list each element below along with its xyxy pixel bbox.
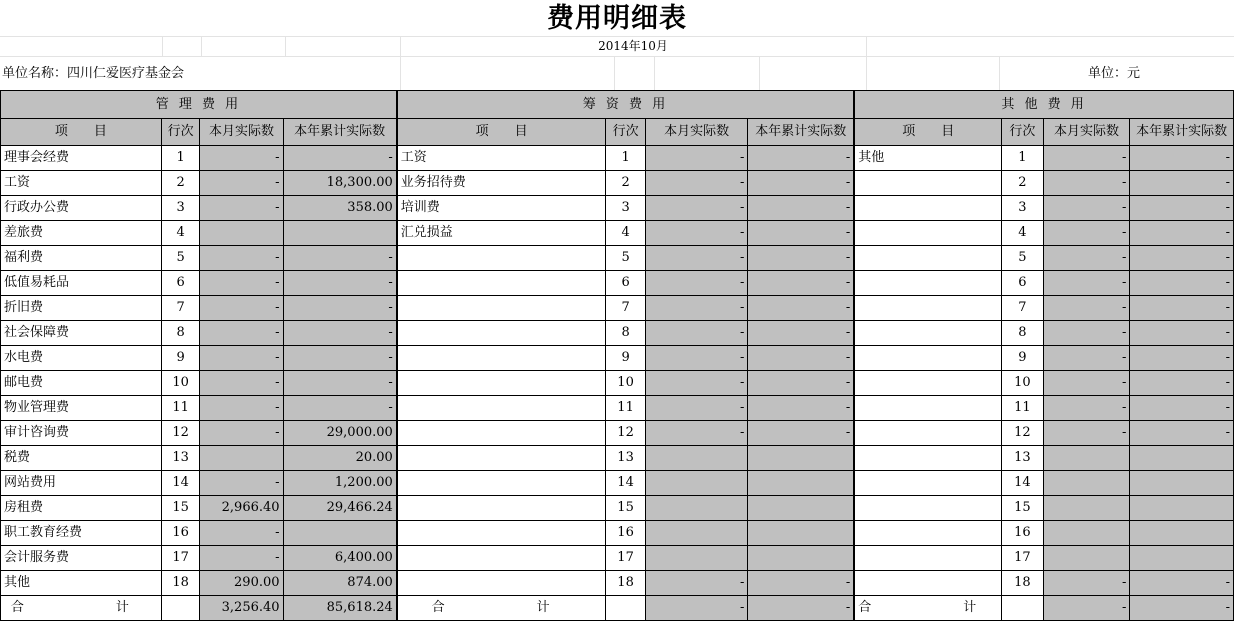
item-name: 工资 [1, 171, 162, 196]
current-month-amount: - [645, 271, 748, 296]
year-to-date-amount: - [1130, 146, 1234, 171]
item-name [854, 396, 1002, 421]
current-month-amount: - [1043, 246, 1130, 271]
gridline [614, 57, 615, 90]
year-to-date-amount: - [748, 296, 854, 321]
current-month-amount [645, 496, 748, 521]
year-to-date-amount [748, 471, 854, 496]
current-month-amount [200, 446, 283, 471]
item-name [854, 296, 1002, 321]
item-name: 工资 [397, 146, 606, 171]
line-number: 13 [161, 446, 200, 471]
current-month-amount: - [645, 421, 748, 446]
line-number: 8 [1002, 321, 1043, 346]
column-header: 行次 [161, 119, 200, 146]
table-row [1, 321, 1234, 346]
year-to-date-amount: - [1130, 396, 1234, 421]
line-number: 13 [1002, 446, 1043, 471]
table-row [1, 571, 1234, 596]
line-number: 15 [1002, 496, 1043, 521]
current-month-amount: - [200, 346, 283, 371]
item-name [397, 346, 606, 371]
item-name [854, 246, 1002, 271]
item-name: 物业管理费 [1, 396, 162, 421]
item-name [397, 471, 606, 496]
table-row [1, 271, 1234, 296]
current-month-amount: - [645, 346, 748, 371]
item-name [397, 521, 606, 546]
current-month-amount: - [1043, 571, 1130, 596]
year-to-date-amount: - [748, 321, 854, 346]
current-month-amount: - [645, 296, 748, 321]
current-month-amount: - [645, 171, 748, 196]
line-number: 15 [606, 496, 645, 521]
table-row [1, 471, 1234, 496]
current-month-amount: - [645, 246, 748, 271]
line-number [1002, 596, 1043, 621]
column-header: 本月实际数 [1043, 119, 1130, 146]
line-number: 17 [161, 546, 200, 571]
line-number: 11 [606, 396, 645, 421]
gridline [201, 37, 202, 56]
year-to-date-amount: 1,200.00 [283, 471, 397, 496]
table-row [1, 246, 1234, 271]
line-number: 5 [606, 246, 645, 271]
line-number: 6 [1002, 271, 1043, 296]
line-number: 4 [1002, 221, 1043, 246]
year-to-date-amount [283, 221, 397, 246]
current-month-amount: - [200, 521, 283, 546]
table-row [1, 446, 1234, 471]
total-label: 合 计 [854, 596, 1002, 621]
line-number: 1 [161, 146, 200, 171]
item-name: 水电费 [1, 346, 162, 371]
year-to-date-amount: - [748, 196, 854, 221]
current-month-amount: - [645, 571, 748, 596]
year-to-date-amount [1130, 496, 1234, 521]
line-number: 3 [161, 196, 200, 221]
year-to-date-amount: 6,400.00 [283, 546, 397, 571]
year-to-date-amount: - [283, 146, 397, 171]
table-row [1, 346, 1234, 371]
item-name [397, 396, 606, 421]
line-number: 6 [606, 271, 645, 296]
current-month-amount: - [645, 396, 748, 421]
table-row [1, 521, 1234, 546]
line-number: 3 [606, 196, 645, 221]
item-name: 汇兑损益 [397, 221, 606, 246]
current-month-amount: - [200, 371, 283, 396]
line-number: 5 [1002, 246, 1043, 271]
item-name [397, 246, 606, 271]
column-header: 本月实际数 [200, 119, 283, 146]
year-to-date-amount: 20.00 [283, 446, 397, 471]
current-month-amount: - [200, 546, 283, 571]
year-to-date-amount: - [283, 346, 397, 371]
table-row [1, 396, 1234, 421]
line-number: 2 [1002, 171, 1043, 196]
column-header: 本月实际数 [645, 119, 748, 146]
item-name: 税费 [1, 446, 162, 471]
item-name [397, 296, 606, 321]
line-number [161, 596, 200, 621]
current-month-amount: - [1043, 271, 1130, 296]
current-month-amount [1043, 496, 1130, 521]
current-month-amount: - [200, 271, 283, 296]
item-name [854, 496, 1002, 521]
current-month-amount: - [200, 321, 283, 346]
current-month-amount: - [645, 371, 748, 396]
gridline [866, 37, 867, 90]
year-to-date-amount: - [1130, 371, 1234, 396]
item-name: 理事会经费 [1, 146, 162, 171]
year-to-date-amount: - [283, 296, 397, 321]
line-number: 14 [161, 471, 200, 496]
table-row [1, 421, 1234, 446]
current-month-amount: - [200, 196, 283, 221]
current-month-amount: 3,256.40 [200, 596, 283, 621]
gridline [654, 57, 655, 90]
column-header: 行次 [1002, 119, 1043, 146]
line-number: 11 [1002, 396, 1043, 421]
line-number: 6 [161, 271, 200, 296]
item-name [854, 371, 1002, 396]
line-number: 5 [161, 246, 200, 271]
line-number: 7 [161, 296, 200, 321]
year-to-date-amount [748, 546, 854, 571]
current-month-amount: - [200, 421, 283, 446]
section-header-row [1, 91, 1234, 119]
total-label: 合 计 [397, 596, 606, 621]
current-month-amount: - [1043, 171, 1130, 196]
year-to-date-amount [1130, 471, 1234, 496]
year-to-date-amount: - [283, 246, 397, 271]
year-to-date-amount [1130, 446, 1234, 471]
current-month-amount: - [645, 196, 748, 221]
table-row [1, 371, 1234, 396]
line-number: 13 [606, 446, 645, 471]
year-to-date-amount: - [748, 421, 854, 446]
line-number: 12 [1002, 421, 1043, 446]
line-number: 17 [606, 546, 645, 571]
current-month-amount: - [200, 171, 283, 196]
current-month-amount: - [200, 246, 283, 271]
line-number: 2 [161, 171, 200, 196]
current-month-amount [645, 546, 748, 571]
year-to-date-amount: - [748, 596, 854, 621]
current-month-amount: - [1043, 346, 1130, 371]
line-number: 10 [161, 371, 200, 396]
year-to-date-amount: 358.00 [283, 196, 397, 221]
year-to-date-amount: - [283, 321, 397, 346]
gridline [0, 56, 1234, 57]
item-name: 房租费 [1, 496, 162, 521]
current-month-amount: - [645, 221, 748, 246]
item-name [397, 271, 606, 296]
line-number: 2 [606, 171, 645, 196]
item-name: 行政办公费 [1, 196, 162, 221]
year-to-date-amount: - [748, 146, 854, 171]
current-month-amount: - [1043, 196, 1130, 221]
item-name [854, 521, 1002, 546]
item-name: 审计咨询费 [1, 421, 162, 446]
year-to-date-amount: - [748, 371, 854, 396]
current-month-amount: - [645, 596, 748, 621]
current-month-amount: - [200, 146, 283, 171]
year-to-date-amount: - [748, 396, 854, 421]
item-name: 业务招待费 [397, 171, 606, 196]
current-month-amount: - [1043, 371, 1130, 396]
item-name: 折旧费 [1, 296, 162, 321]
line-number: 7 [606, 296, 645, 321]
current-month-amount: - [200, 471, 283, 496]
current-month-amount: - [645, 321, 748, 346]
year-to-date-amount: - [283, 371, 397, 396]
current-month-amount [645, 471, 748, 496]
column-header: 本年累计实际数 [748, 119, 854, 146]
item-name [397, 571, 606, 596]
current-month-amount: - [1043, 321, 1130, 346]
year-to-date-amount: - [1130, 246, 1234, 271]
item-name: 社会保障费 [1, 321, 162, 346]
current-month-amount: - [1043, 296, 1130, 321]
line-number: 7 [1002, 296, 1043, 321]
item-name [397, 446, 606, 471]
line-number: 10 [1002, 371, 1043, 396]
current-month-amount: - [1043, 421, 1130, 446]
item-name [397, 546, 606, 571]
item-name [854, 321, 1002, 346]
item-name [854, 571, 1002, 596]
item-name [854, 446, 1002, 471]
line-number: 3 [1002, 196, 1043, 221]
section-title-admin: 管 理 费 用 [1, 91, 397, 119]
current-month-amount: - [1043, 221, 1130, 246]
year-to-date-amount: - [1130, 346, 1234, 371]
column-header: 项 目 [397, 119, 606, 146]
table-row [1, 296, 1234, 321]
current-month-amount [645, 446, 748, 471]
item-name: 邮电费 [1, 371, 162, 396]
year-to-date-amount: - [1130, 296, 1234, 321]
column-header: 本年累计实际数 [1130, 119, 1234, 146]
year-to-date-amount: - [748, 246, 854, 271]
item-name: 职工教育经费 [1, 521, 162, 546]
year-to-date-amount: - [1130, 196, 1234, 221]
item-name [397, 421, 606, 446]
current-month-amount: 290.00 [200, 571, 283, 596]
year-to-date-amount: - [748, 271, 854, 296]
gridline [999, 57, 1000, 90]
current-month-amount: - [1043, 146, 1130, 171]
section-title-fundraising: 筹 资 费 用 [397, 91, 854, 119]
line-number: 9 [1002, 346, 1043, 371]
line-number: 18 [161, 571, 200, 596]
section-title-other: 其 他 费 用 [854, 91, 1233, 119]
line-number [606, 596, 645, 621]
year-to-date-amount: - [1130, 271, 1234, 296]
line-number: 18 [606, 571, 645, 596]
line-number: 14 [606, 471, 645, 496]
item-name [854, 546, 1002, 571]
year-to-date-amount: - [1130, 421, 1234, 446]
column-header: 行次 [606, 119, 645, 146]
year-to-date-amount: - [1130, 321, 1234, 346]
line-number: 9 [606, 346, 645, 371]
report-title: 费用明细表 [547, 3, 687, 34]
current-month-amount: 2,966.40 [200, 496, 283, 521]
year-to-date-amount: 85,618.24 [283, 596, 397, 621]
table-row [1, 496, 1234, 521]
item-name: 差旅费 [1, 221, 162, 246]
line-number: 14 [1002, 471, 1043, 496]
gridline [759, 57, 760, 90]
year-to-date-amount: - [748, 346, 854, 371]
line-number: 11 [161, 396, 200, 421]
item-name [397, 371, 606, 396]
year-to-date-amount: - [1130, 221, 1234, 246]
table-row [1, 196, 1234, 221]
year-to-date-amount: - [283, 396, 397, 421]
line-number: 8 [161, 321, 200, 346]
year-to-date-amount [283, 521, 397, 546]
current-month-amount: - [1043, 396, 1130, 421]
current-month-amount: - [645, 146, 748, 171]
table-row [1, 171, 1234, 196]
line-number: 18 [1002, 571, 1043, 596]
current-month-amount [1043, 521, 1130, 546]
item-name: 网站费用 [1, 471, 162, 496]
current-month-amount [1043, 446, 1130, 471]
year-to-date-amount: - [1130, 171, 1234, 196]
item-name [854, 421, 1002, 446]
year-to-date-amount: - [1130, 596, 1234, 621]
item-name [854, 221, 1002, 246]
item-name: 福利费 [1, 246, 162, 271]
item-name: 培训费 [397, 196, 606, 221]
year-to-date-amount: - [748, 221, 854, 246]
current-month-amount [645, 521, 748, 546]
item-name: 其他 [1, 571, 162, 596]
item-name: 低值易耗品 [1, 271, 162, 296]
item-name: 会计服务费 [1, 546, 162, 571]
line-number: 16 [161, 521, 200, 546]
unit-name: 单位名称：四川仁爱医疗基金会 [2, 66, 185, 81]
line-number: 16 [606, 521, 645, 546]
current-month-amount [1043, 546, 1130, 571]
total-row [1, 596, 1234, 621]
item-name: 其他 [854, 146, 1002, 171]
year-to-date-amount: - [748, 171, 854, 196]
gridline [162, 37, 163, 56]
column-header: 本年累计实际数 [283, 119, 397, 146]
year-to-date-amount [1130, 546, 1234, 571]
line-number: 12 [606, 421, 645, 446]
gridline [285, 37, 286, 56]
line-number: 17 [1002, 546, 1043, 571]
table-row [1, 146, 1234, 171]
item-name [854, 471, 1002, 496]
item-name [854, 171, 1002, 196]
item-name [854, 196, 1002, 221]
line-number: 1 [1002, 146, 1043, 171]
year-to-date-amount: - [748, 571, 854, 596]
line-number: 1 [606, 146, 645, 171]
current-month-amount: - [200, 396, 283, 421]
year-to-date-amount: 29,000.00 [283, 421, 397, 446]
line-number: 10 [606, 371, 645, 396]
year-to-date-amount: 18,300.00 [283, 171, 397, 196]
currency-unit: 单位：元 [1088, 66, 1141, 81]
year-to-date-amount [748, 446, 854, 471]
total-label: 合 计 [1, 596, 162, 621]
year-to-date-amount: - [1130, 571, 1234, 596]
current-month-amount [200, 221, 283, 246]
report-period: 2014年10月 [598, 39, 668, 53]
column-header-row [1, 119, 1234, 146]
line-number: 4 [606, 221, 645, 246]
expense-table [0, 90, 1234, 621]
year-to-date-amount [748, 521, 854, 546]
line-number: 15 [161, 496, 200, 521]
table-row [1, 221, 1234, 246]
line-number: 4 [161, 221, 200, 246]
year-to-date-amount: - [283, 271, 397, 296]
item-name [397, 496, 606, 521]
table-row [1, 546, 1234, 571]
line-number: 9 [161, 346, 200, 371]
current-month-amount [1043, 471, 1130, 496]
year-to-date-amount [1130, 521, 1234, 546]
line-number: 8 [606, 321, 645, 346]
item-name [854, 271, 1002, 296]
current-month-amount: - [200, 296, 283, 321]
column-header: 项 目 [1, 119, 162, 146]
item-name [397, 321, 606, 346]
line-number: 16 [1002, 521, 1043, 546]
year-to-date-amount [748, 496, 854, 521]
current-month-amount: - [1043, 596, 1130, 621]
year-to-date-amount: 29,466.24 [283, 496, 397, 521]
line-number: 12 [161, 421, 200, 446]
column-header: 项 目 [854, 119, 1002, 146]
year-to-date-amount: 874.00 [283, 571, 397, 596]
item-name [854, 346, 1002, 371]
